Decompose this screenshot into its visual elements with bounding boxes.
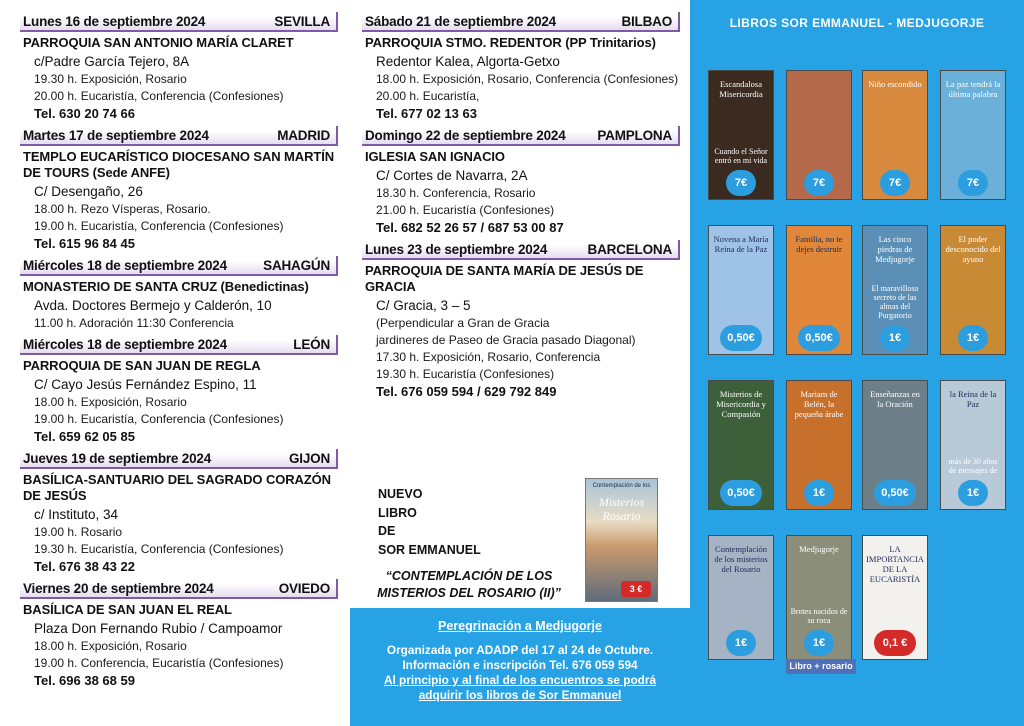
- book-cover: [940, 380, 1006, 510]
- pilgrimage-line: Organizada por ADADP del 17 al 24 de Octubre.: [386, 643, 654, 657]
- event-header: [20, 449, 338, 469]
- book-cover: [862, 225, 928, 355]
- new-book-cover: [585, 478, 658, 602]
- book-cover: [786, 225, 852, 355]
- book-cover-title: Niño escondido: [868, 79, 922, 89]
- libro-rosario-label: Libro + rosario: [786, 659, 856, 674]
- events-column-left: [20, 12, 338, 693]
- event-block: [20, 12, 338, 123]
- event-date: Lunes 16 de septiembre 2024: [23, 14, 206, 29]
- event-header: [20, 335, 338, 355]
- event-city: BARCELONA: [587, 242, 672, 257]
- book-cover-title: Enseñanzas en la Oración: [870, 389, 920, 409]
- event-date: Domingo 22 de septiembre 2024: [365, 128, 566, 143]
- event-venue: TEMPLO EUCARÍSTICO DIOCESANO SAN MARTÍN DE TOURS (Sede ANFE): [23, 149, 334, 180]
- event-address: C/ Desengaño, 26: [34, 184, 143, 199]
- event-block: [362, 240, 680, 401]
- event-schedule-line: 18.00 h. Exposición, Rosario, Conferencia (Confesiones): [376, 72, 679, 86]
- event-schedule-line: 19.00 h. Conferencia, Eucaristía (Confesiones): [34, 656, 284, 670]
- book-price-badge: 1€: [958, 480, 988, 506]
- pilgrimage-line: Al principio y al final de los encuentros se podrá: [383, 673, 657, 687]
- pilgrimage-info-panel: [350, 608, 690, 726]
- book-cover: [708, 225, 774, 355]
- event-block: [20, 579, 338, 690]
- event-header: [362, 126, 680, 146]
- book-cover: [940, 70, 1006, 200]
- event-city: MADRID: [277, 128, 330, 143]
- event-address: c/ Instituto, 34: [34, 507, 119, 522]
- book-cover: [786, 535, 852, 660]
- new-book-announcement: [378, 485, 508, 559]
- event-schedule-line: 20.00 h. Eucaristía, Conferencia (Confesiones): [34, 89, 284, 103]
- event-phone: Tel. 659 62 05 85: [34, 429, 135, 444]
- event-schedule-line: (Perpendicular a Gran de Gracia: [376, 316, 550, 330]
- event-address: C/ Gracia, 3 – 5: [376, 298, 471, 313]
- book-price-badge: 7€: [958, 170, 988, 196]
- event-schedule-line: 11.00 h. Adoración 11:30 Conferencia: [34, 316, 234, 330]
- book-cover-title: Mariam de Belén, la pequeña árabe: [794, 389, 844, 419]
- new-book-line: DE: [378, 524, 396, 538]
- event-city: PAMPLONA: [597, 128, 672, 143]
- event-phone: Tel. 630 20 74 66: [34, 106, 135, 121]
- event-header: [20, 579, 338, 599]
- book-cover: [708, 535, 774, 660]
- book-price-badge: 1€: [804, 630, 834, 656]
- book-cover-title: Familia, no te dejes destruir: [795, 234, 843, 254]
- book-price-badge: 1€: [958, 325, 988, 351]
- book-price-badge: 0,50€: [720, 325, 762, 351]
- book-cover-title: la Reina de la Paz: [949, 389, 997, 409]
- event-address: Avda. Doctores Bermejo y Calderón, 10: [34, 298, 272, 313]
- book-cover-title: El poder desconocido del ayuno: [945, 234, 1001, 264]
- event-block: [20, 449, 338, 576]
- event-schedule-line: 18.30 h. Conferencia, Rosario: [376, 186, 536, 200]
- event-block: [362, 12, 680, 123]
- event-phone: Tel. 676 38 43 22: [34, 559, 135, 574]
- new-book-cover-title: Misterios Rosario: [598, 495, 645, 523]
- book-cover-subtitle: más de 30 años de mensajes de: [948, 457, 998, 475]
- event-phone: Tel. 696 38 68 59: [34, 673, 135, 688]
- book-price-badge: 7€: [880, 170, 910, 196]
- book-price-badge: 1€: [880, 325, 910, 351]
- events-column-middle: [362, 12, 680, 404]
- book-cover-title: La paz tendrá la última palabra: [945, 79, 1001, 99]
- book-price-badge: 0,50€: [798, 325, 840, 351]
- pilgrimage-line: Información e inscripción Tel. 676 059 594: [402, 658, 638, 672]
- event-venue: IGLESIA SAN IGNACIO: [365, 149, 505, 164]
- book-cover-title: Contemplación de los misterios del Rosario: [714, 544, 768, 574]
- event-schedule-line: 19.00 h. Eucaristía, Conferencia (Confesiones): [34, 219, 284, 233]
- event-venue: BASÍLICA-SANTUARIO DEL SAGRADO CORAZÓN DE JESÚS: [23, 472, 331, 503]
- book-cover: [862, 535, 928, 660]
- event-date: Jueves 19 de septiembre 2024: [23, 451, 212, 466]
- book-cover-title: Escandalosa Misericordia: [719, 79, 763, 99]
- book-cover-subtitle: Cuando el Señor entró en mi vida: [714, 147, 768, 165]
- event-header: [20, 256, 338, 276]
- book-cover-title: Novena a María Reina de la Paz: [713, 234, 769, 254]
- event-date: Martes 17 de septiembre 2024: [23, 128, 209, 143]
- event-block: [362, 126, 680, 237]
- book-cover-subtitle: Brotes nacidos de su roca: [790, 607, 848, 625]
- event-date: Lunes 23 de septiembre 2024: [365, 242, 548, 257]
- event-address: C/ Cortes de Navarra, 2A: [376, 168, 528, 183]
- event-date: Miércoles 18 de septiembre 2024: [23, 258, 227, 273]
- event-schedule-line: 21.00 h. Eucaristía (Confesiones): [376, 203, 555, 217]
- pilgrimage-line: adquirir los libros de Sor Emmanuel: [418, 688, 622, 702]
- new-book-title: “CONTEMPLACIÓN DE LOS MISTERIOS DEL ROSARIO (II)”: [377, 569, 561, 600]
- event-venue: MONASTERIO DE SANTA CRUZ (Benedictinas): [23, 279, 309, 294]
- event-venue: PARROQUIA STMO. REDENTOR (PP Trinitarios): [365, 35, 656, 50]
- event-venue: PARROQUIA SAN ANTONIO MARÍA CLARET: [23, 35, 294, 50]
- book-cover-subtitle: El maravilloso secreto de las almas del Purgatorio: [871, 284, 919, 320]
- event-venue: BASÍLICA DE SAN JUAN EL REAL: [23, 602, 232, 617]
- event-phone: Tel. 615 96 84 45: [34, 236, 135, 251]
- event-header: [20, 12, 338, 32]
- event-phone: Tel. 676 059 594 / 629 792 849: [376, 384, 557, 399]
- event-schedule-line: jardineres de Paseo de Gracia pasado Diagonal): [376, 333, 636, 347]
- new-book-line: SOR EMMANUEL: [378, 542, 481, 557]
- books-panel-title: LIBROS SOR EMMANUEL - MEDJUGORJE: [729, 16, 985, 30]
- book-cover: [862, 70, 928, 200]
- event-phone: Tel. 677 02 13 63: [376, 106, 477, 121]
- book-price-badge: 1€: [804, 480, 834, 506]
- event-header: [20, 126, 338, 146]
- book-cover: [708, 380, 774, 510]
- event-schedule-line: 19.00 h. Rosario: [34, 525, 123, 539]
- event-phone: Tel. 682 52 26 57 / 687 53 00 87: [376, 220, 564, 235]
- event-city: GIJON: [288, 451, 330, 466]
- event-date: Viernes 20 de septiembre 2024: [23, 581, 214, 596]
- book-cover-title: Medjugorje: [799, 544, 839, 554]
- book-cover: [708, 70, 774, 200]
- book-price-badge: 0,50€: [720, 480, 762, 506]
- event-schedule-line: 18.00 h. Rezo Vísperas, Rosario.: [34, 202, 211, 216]
- event-schedule-line: 19.00 h. Eucaristía, Conferencia (Confesiones): [34, 412, 284, 426]
- event-header: [362, 240, 680, 260]
- event-address: c/Padre García Tejero, 8A: [34, 54, 190, 69]
- book-cover: [940, 225, 1006, 355]
- event-venue: PARROQUIA DE SANTA MARÍA DE JESÚS DE GRACIA: [365, 263, 644, 294]
- book-cover: [786, 380, 852, 510]
- event-header: [362, 12, 680, 32]
- event-venue: PARROQUIA DE SAN JUAN DE REGLA: [23, 358, 261, 373]
- new-book-cover-subtitle: Contemplación de los: [592, 483, 651, 489]
- event-city: OVIEDO: [278, 581, 330, 596]
- event-schedule-line: 19.30 h. Eucaristía (Confesiones): [376, 367, 555, 381]
- pilgrimage-title: Peregrinación a Medjugorje: [438, 619, 602, 633]
- event-schedule-line: 18.00 h. Exposición, Rosario: [34, 639, 187, 653]
- book-cover-title: Las cinco piedras de Medjugorje: [875, 234, 915, 264]
- book-price-badge: 7€: [726, 170, 756, 196]
- new-book-line: LIBRO: [378, 505, 417, 520]
- new-book-line: NUEVO: [378, 487, 423, 501]
- event-schedule-line: 18.00 h. Exposición, Rosario: [34, 395, 187, 409]
- event-block: [20, 335, 338, 446]
- event-city: BILBAO: [621, 14, 672, 29]
- event-city: LEÓN: [293, 337, 330, 352]
- event-city: SAHAGÚN: [263, 258, 330, 273]
- book-price-badge: 0,1 €: [874, 630, 916, 656]
- event-city: SEVILLA: [274, 14, 330, 29]
- book-price-badge: 7€: [804, 170, 834, 196]
- event-block: [20, 126, 338, 253]
- event-schedule-line: 17.30 h. Exposición, Rosario, Conferencia: [376, 350, 601, 364]
- event-schedule-line: 19.30 h. Eucaristía, Conferencia (Confesiones): [34, 542, 284, 556]
- event-address: Plaza Don Fernando Rubio / Campoamor: [34, 621, 283, 636]
- event-address: C/ Cayo Jesús Fernández Espino, 11: [34, 377, 257, 392]
- event-date: Miércoles 18 de septiembre 2024: [23, 337, 227, 352]
- event-block: [20, 256, 338, 332]
- book-price-badge: 1€: [726, 630, 756, 656]
- book-cover-title: Misterios de Misericordia y Compasión: [716, 389, 766, 419]
- books-panel: [690, 0, 1024, 726]
- event-schedule-line: 19.30 h. Exposición, Rosario: [34, 72, 187, 86]
- book-cover: [786, 70, 852, 200]
- event-address: Redentor Kalea, Algorta-Getxo: [376, 54, 560, 69]
- book-price-badge: 0,50€: [874, 480, 916, 506]
- event-schedule-line: 20.00 h. Eucaristía,: [376, 89, 480, 103]
- new-book-price-badge: 3 €: [621, 581, 651, 597]
- book-cover: [862, 380, 928, 510]
- event-date: Sábado 21 de septiembre 2024: [365, 14, 556, 29]
- book-cover-title: LA IMPORTANCIA DE LA EUCARISTÍA: [866, 544, 924, 584]
